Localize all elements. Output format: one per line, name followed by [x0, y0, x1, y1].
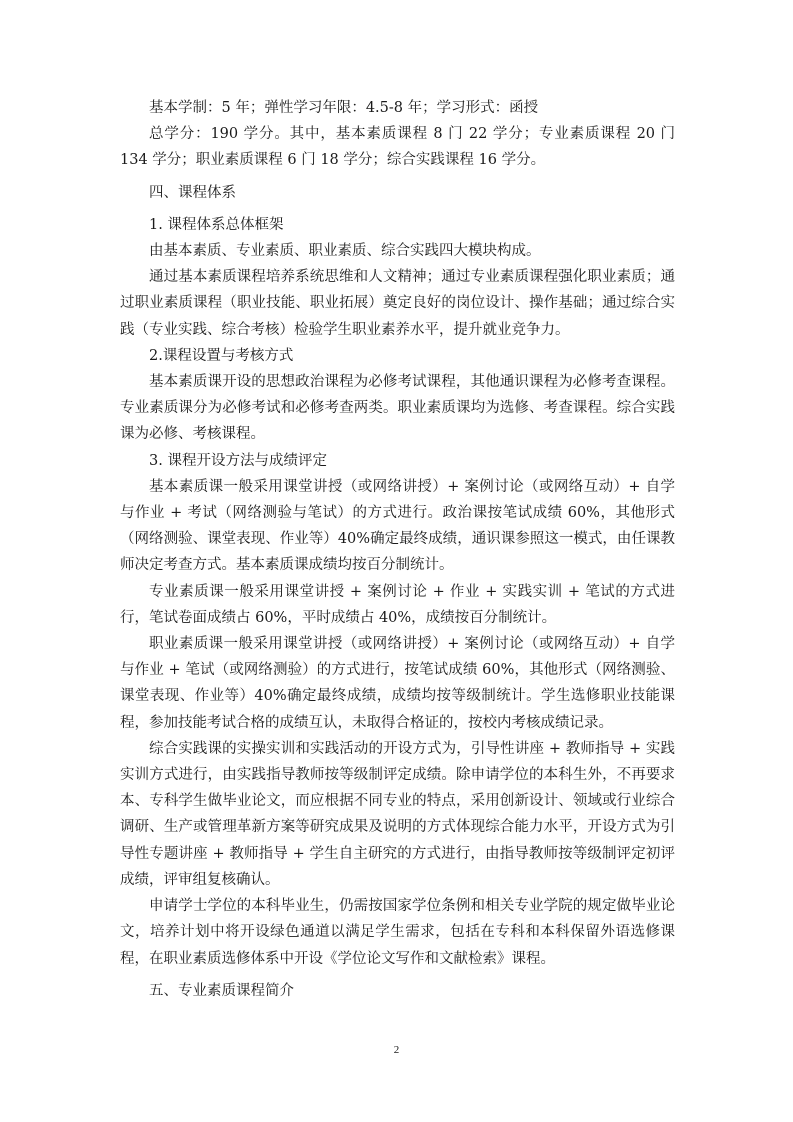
paragraph-study-system: 基本学制：5 年；弹性学习年限：4.5-8 年；学习形式：函授 [149, 100, 539, 116]
paragraph-practice-courses: 综合实践课的实操实训和实践活动的开设方式为，引导性讲座 + 教师指导 + 实践实训方式进行，由实践指导教师按等级制评定成绩。除申请学位的本科生外，不再要求本、专科学生做毕业论文，而应根据不同专业的特点，采用创新设计、领域或行业综合调研、生产或管理革新方案等研究成果及说明的方式体现综合能力水平，开设方式为引导性专题讲座 + 教师指导 + 学生自主研究的方式进行，由指导教师按等级制评定初评成绩，评审组复核确认。 [120, 740, 675, 888]
section-heading-curriculum-system: 四、课程体系 [149, 184, 236, 201]
subheading-methods-grading: 3. 课程开设方法与成绩评定 [149, 452, 327, 469]
paragraph-framework-modules: 由基本素质、专业素质、职业素质、综合实践四大模块构成。 [149, 243, 541, 260]
paragraph-basic-courses: 基本素质课一般采用课堂讲授（或网络讲授）+ 案例讨论（或网络互动）+ 自学与作业 + 考试（网络测验与笔试）的方式进行。政治课按笔试成绩 60%，其他形式（网络测验、课堂表现、作业等）40%确定最终成绩，通识课参照这一模式，由任课教师决定考查方式。基本素质课成绩均按百分制统计。 [120, 478, 675, 574]
paragraph-bachelor-degree: 申请学士学位的本科毕业生，仍需按国家学位条例和相关专业学院的规定做毕业论文，培养计划中将开设绿色通道以满足学生需求，包括在专科和本科保留外语选修课程，在职业素质选修体系中开设《学位论文写作和文献检索》课程。 [120, 898, 675, 967]
paragraph-professional-courses: 专业素质课一般采用课堂讲授 + 案例讨论 + 作业 + 实践实训 + 笔试的方式进行，笔试卷面成绩占 60%，平时成绩占 40%，成绩按百分制统计。 [120, 583, 675, 626]
body-text [120, 95, 675, 1010]
section-heading-course-intro: 五、专业素质课程简介 [149, 982, 294, 999]
page-number: 2 [393, 1044, 400, 1056]
subheading-framework: 1. 课程体系总体框架 [149, 216, 284, 233]
paragraph-course-assessment: 基本素质课开设的思想政治课程为必修考试课程，其他通识课程为必修考查课程。专业素质课分为必修考试和必修考查两类。职业素质课均为选修、考查课程。综合实践课为必修、考核课程。 [120, 374, 675, 443]
subheading-course-assessment: 2.课程设置与考核方式 [149, 347, 294, 364]
paragraph-framework-detail: 通过基本素质课程培养系统思维和人文精神；通过专业素质课程强化职业素质；通过职业素质课程（职业技能、职业拓展）奠定良好的岗位设计、操作基础；通过综合实践（专业实践、综合考核）检验学生职业素养水平，提升就业竞争力。 [120, 269, 675, 338]
paragraph-vocational-courses: 职业素质课一般采用课堂讲授（或网络讲授）+ 案例讨论（或网络互动）+ 自学与作业 + 笔试（或网络测验）的方式进行，按笔试成绩 60%，其他形式（网络测验、课堂表现、作业等）40%确定最终成绩，成绩均按等级制统计。学生选修职业技能课程，参加技能考试合格的成绩互认，未取得合格证的，按校内考核成绩记录。 [120, 636, 675, 731]
paragraph-total-credits: 总学分：190 学分。其中，基本素质课程 8 门 22 学分；专业素质课程 20 门 134 学分；职业素质课程 6 门 18 学分；综合实践课程 16 学分。 [120, 126, 675, 169]
